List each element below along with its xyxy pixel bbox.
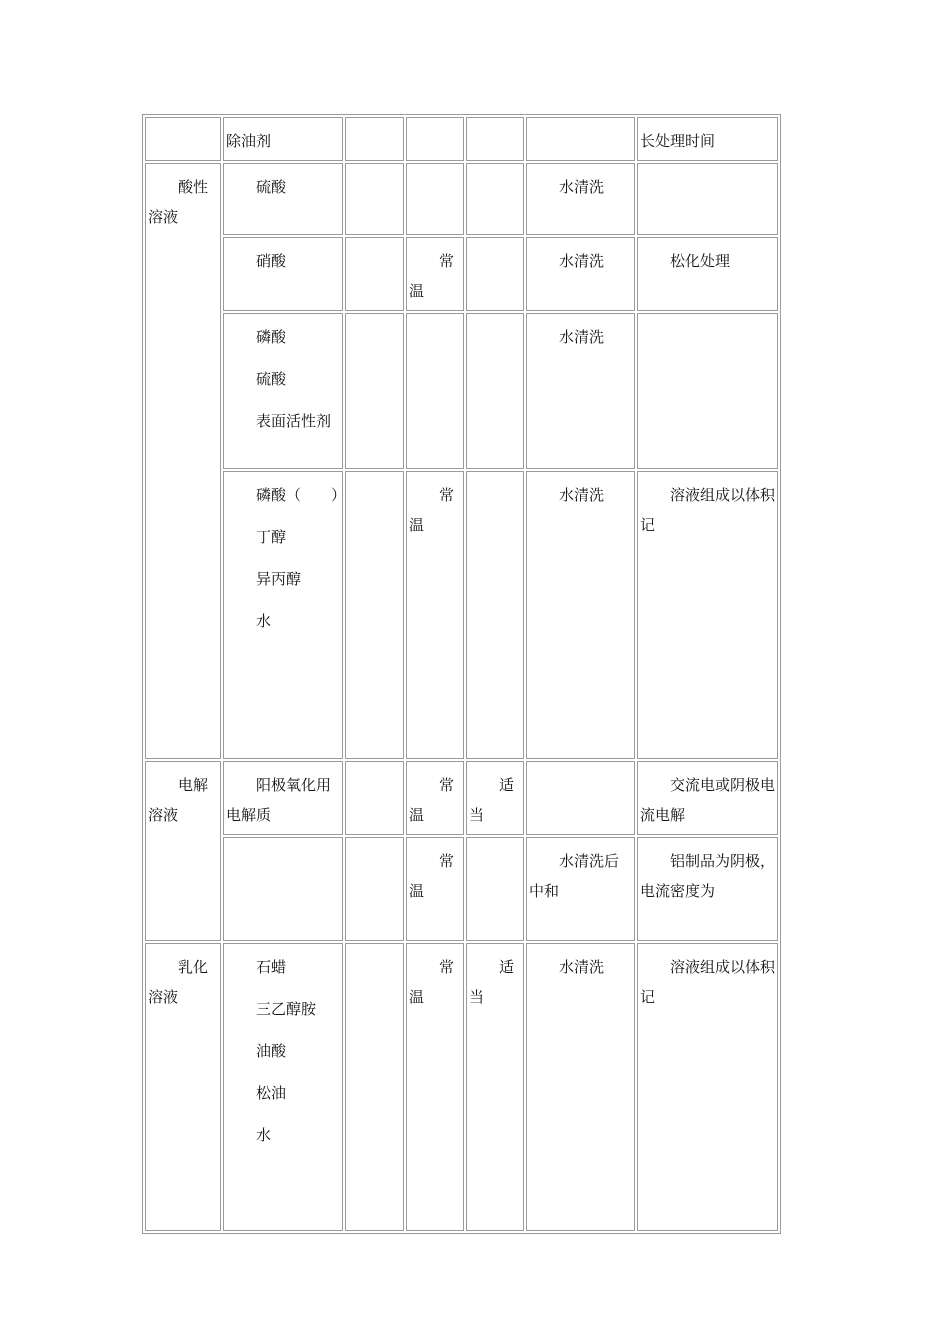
process-table — [142, 114, 781, 1234]
table-row — [145, 943, 778, 1231]
post-cell — [526, 837, 635, 941]
table-row — [145, 761, 778, 835]
cell-text: 适当 — [469, 776, 515, 824]
note-cell — [637, 163, 778, 235]
agent-text: 水 — [256, 1126, 272, 1144]
post-cell — [526, 471, 635, 759]
temp-cell — [406, 471, 464, 759]
cell-text: 溶液组成以体积记 — [640, 958, 776, 1006]
cell-text: 水清洗后中和 — [529, 852, 620, 900]
cell-text: 松化处理 — [670, 252, 731, 270]
post-cell — [526, 943, 635, 1231]
post-cell — [526, 117, 635, 161]
post-cell — [526, 237, 635, 311]
cell-text: 常温 — [409, 958, 455, 1006]
agent-cell — [223, 117, 343, 161]
cell-text: 常温 — [409, 252, 455, 300]
agent-cell — [223, 943, 343, 1231]
cell-text: 常温 — [409, 776, 455, 824]
note-cell — [637, 117, 778, 161]
time-cell — [466, 163, 524, 235]
category-text: 乳化溶液 — [148, 958, 209, 1006]
blank-cell — [345, 237, 404, 311]
cell-text: 长处理时间 — [640, 132, 716, 150]
time-cell — [466, 943, 524, 1231]
note-cell — [637, 837, 778, 941]
agent-cell — [223, 163, 343, 235]
agent-cell — [223, 837, 343, 941]
agent-cell — [223, 761, 343, 835]
cell-text: 溶液组成以体积记 — [640, 486, 776, 534]
category-cell — [145, 163, 221, 759]
table-row — [145, 471, 778, 759]
agent-text: 表面活性剂 — [256, 412, 332, 430]
post-cell — [526, 761, 635, 835]
note-cell — [637, 943, 778, 1231]
cell-text: 水清洗 — [559, 328, 605, 346]
category-cell — [145, 761, 221, 941]
agent-cell — [223, 313, 343, 469]
time-cell — [466, 117, 524, 161]
cell-text: 水清洗 — [559, 958, 605, 976]
time-cell — [466, 313, 524, 469]
cell-text: 铝制品为阴极，电流密度为 — [640, 852, 776, 900]
blank-cell — [345, 943, 404, 1231]
note-cell — [637, 761, 778, 835]
time-cell — [466, 471, 524, 759]
agent-text: 丁醇 — [256, 528, 287, 546]
category-text: 电解溶液 — [148, 776, 209, 824]
note-cell — [637, 237, 778, 311]
note-cell — [637, 313, 778, 469]
table-row — [145, 237, 778, 311]
agent-text: 异丙醇 — [256, 570, 302, 588]
temp-cell — [406, 943, 464, 1231]
category-cell — [145, 943, 221, 1231]
agent-text: 硫酸 — [256, 370, 287, 388]
agent-text: 油酸 — [256, 1042, 287, 1060]
agent-text: 硝酸 — [256, 252, 287, 270]
temp-cell — [406, 837, 464, 941]
cell-text: 水清洗 — [559, 486, 605, 504]
cell-text: 水清洗 — [559, 252, 605, 270]
temp-cell — [406, 761, 464, 835]
agent-text: 硫酸 — [256, 178, 287, 196]
agent-text: 水 — [256, 612, 272, 630]
agent-cell — [223, 471, 347, 759]
table-row — [145, 163, 778, 235]
agent-text: 阳极氧化用电解质 — [226, 776, 332, 824]
agent-text: 除油剂 — [226, 132, 272, 150]
cell-text: 交流电或阴极电流电解 — [640, 776, 776, 824]
temp-cell — [406, 163, 464, 235]
time-cell — [466, 761, 524, 835]
agent-text: 磷酸（ ） — [256, 486, 347, 504]
cell-text: 常温 — [409, 486, 455, 534]
category-cell — [145, 117, 221, 161]
table-row — [145, 117, 778, 161]
cell-text: 常温 — [409, 852, 455, 900]
agent-text: 三乙醇胺 — [256, 1000, 317, 1018]
cell-text: 适当 — [469, 958, 515, 1006]
blank-cell — [345, 313, 404, 469]
agent-text: 磷酸 — [256, 328, 287, 346]
table-row — [145, 313, 778, 469]
agent-text: 松油 — [256, 1084, 287, 1102]
table-row — [145, 837, 778, 941]
temp-cell — [406, 313, 464, 469]
blank-cell — [345, 163, 404, 235]
time-cell — [466, 237, 524, 311]
blank-cell — [345, 471, 404, 759]
post-cell — [526, 313, 635, 469]
time-cell — [466, 837, 524, 941]
agent-text: 石蜡 — [256, 958, 287, 976]
note-cell — [637, 471, 778, 759]
blank-cell — [345, 837, 404, 941]
post-cell — [526, 163, 635, 235]
temp-cell — [406, 237, 464, 311]
blank-cell — [345, 117, 404, 161]
cell-text: 水清洗 — [559, 178, 605, 196]
agent-cell — [223, 237, 343, 311]
blank-cell — [345, 761, 404, 835]
temp-cell — [406, 117, 464, 161]
category-text: 酸性溶液 — [148, 178, 209, 226]
